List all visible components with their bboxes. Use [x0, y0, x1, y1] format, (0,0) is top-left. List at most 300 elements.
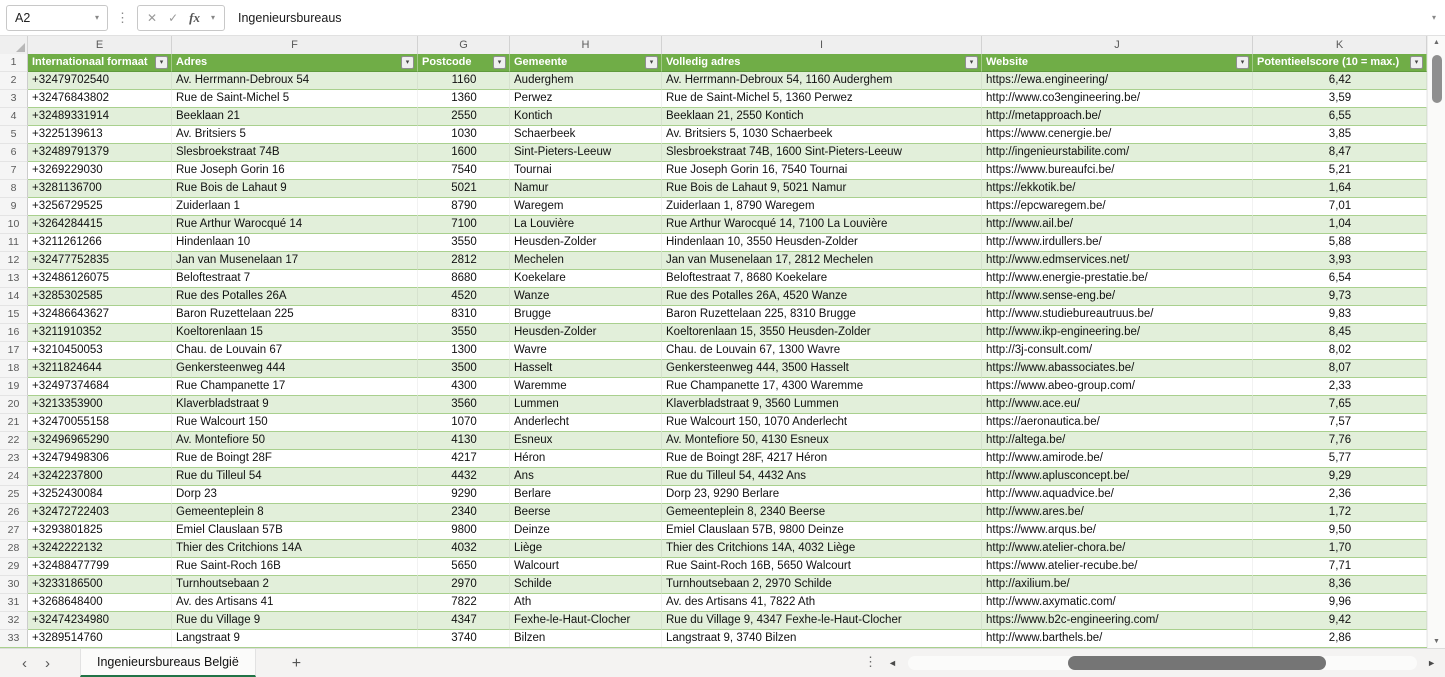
cell-score[interactable]: 3,93: [1253, 252, 1427, 270]
cell-website[interactable]: http://www.ace.eu/: [982, 396, 1253, 414]
cell-score[interactable]: 5,77: [1253, 450, 1427, 468]
cell-address[interactable]: Rue Joseph Gorin 16: [172, 162, 418, 180]
cell-city[interactable]: Fexhe-le-Haut-Clocher: [510, 612, 662, 630]
cell-website[interactable]: https://epcwaregem.be/: [982, 198, 1253, 216]
cell-score[interactable]: 2,33: [1253, 378, 1427, 396]
cell-address[interactable]: Rue Arthur Warocqué 14: [172, 216, 418, 234]
row-number[interactable]: 5: [0, 126, 28, 144]
cell-postcode[interactable]: 4032: [418, 540, 510, 558]
cell-website[interactable]: http://metapproach.be/: [982, 108, 1253, 126]
cell-score[interactable]: 8,45: [1253, 324, 1427, 342]
row-number[interactable]: 18: [0, 360, 28, 378]
column-header-F[interactable]: F: [172, 36, 418, 54]
cell-phone[interactable]: +32474234980: [28, 612, 172, 630]
row-number[interactable]: 19: [0, 378, 28, 396]
row-number[interactable]: 17: [0, 342, 28, 360]
cell-score[interactable]: 6,54: [1253, 270, 1427, 288]
filter-dropdown-icon[interactable]: ▾: [645, 56, 658, 69]
cell-phone[interactable]: +32497374684: [28, 378, 172, 396]
cell-phone[interactable]: +3264284415: [28, 216, 172, 234]
cell-city[interactable]: Lummen: [510, 396, 662, 414]
cell-phone[interactable]: +32489791379: [28, 144, 172, 162]
row-number[interactable]: 20: [0, 396, 28, 414]
cell-website[interactable]: http://www.co3engineering.be/: [982, 90, 1253, 108]
cell-phone[interactable]: +32479498306: [28, 450, 172, 468]
cell-address[interactable]: Rue Champanette 17: [172, 378, 418, 396]
header-cell-website[interactable]: [982, 54, 1253, 72]
cell-website[interactable]: http://www.edmservices.net/: [982, 252, 1253, 270]
cell-phone[interactable]: +3252430084: [28, 486, 172, 504]
cell-website[interactable]: http://altega.be/: [982, 432, 1253, 450]
cell-city[interactable]: Heusden-Zolder: [510, 324, 662, 342]
row-number[interactable]: 2: [0, 72, 28, 90]
cell-postcode[interactable]: 3500: [418, 360, 510, 378]
cell-website[interactable]: https://www.atelier-recube.be/: [982, 558, 1253, 576]
cell-website[interactable]: http://www.ares.be/: [982, 504, 1253, 522]
cell-address[interactable]: Klaverbladstraat 9: [172, 396, 418, 414]
cell-address[interactable]: Rue du Tilleul 54: [172, 468, 418, 486]
cell-full_address[interactable]: Rue Saint-Roch 16B, 5650 Walcourt: [662, 558, 982, 576]
cell-phone[interactable]: +32496965290: [28, 432, 172, 450]
cell-score[interactable]: 9,29: [1253, 468, 1427, 486]
cell-phone[interactable]: +3242237800: [28, 468, 172, 486]
cell-phone[interactable]: +32486126075: [28, 270, 172, 288]
cell-address[interactable]: Av. Britsiers 5: [172, 126, 418, 144]
cell-score[interactable]: 9,42: [1253, 612, 1427, 630]
cell-address[interactable]: Rue de Boingt 28F: [172, 450, 418, 468]
cell-full_address[interactable]: Rue Bois de Lahaut 9, 5021 Namur: [662, 180, 982, 198]
cell-postcode[interactable]: 4520: [418, 288, 510, 306]
cell-website[interactable]: http://www.ail.be/: [982, 216, 1253, 234]
cell-website[interactable]: http://ingenieurstabilite.com/: [982, 144, 1253, 162]
cell-address[interactable]: Emiel Clauslaan 57B: [172, 522, 418, 540]
cell-address[interactable]: Rue du Village 9: [172, 612, 418, 630]
cancel-icon[interactable]: ✕: [147, 10, 158, 25]
cell-phone[interactable]: +32479702540: [28, 72, 172, 90]
cell-website[interactable]: http://www.amirode.be/: [982, 450, 1253, 468]
cell-city[interactable]: Brugge: [510, 306, 662, 324]
cell-website[interactable]: http://www.ikp-engineering.be/: [982, 324, 1253, 342]
more-options-icon[interactable]: ⋮: [116, 9, 129, 25]
cell-full_address[interactable]: Av. des Artisans 41, 7822 Ath: [662, 594, 982, 612]
cell-address[interactable]: Rue Walcourt 150: [172, 414, 418, 432]
column-header-H[interactable]: H: [510, 36, 662, 54]
cell-score[interactable]: 7,65: [1253, 396, 1427, 414]
cell-website[interactable]: https://www.cenergie.be/: [982, 126, 1253, 144]
cell-postcode[interactable]: 4217: [418, 450, 510, 468]
cell-postcode[interactable]: 1070: [418, 414, 510, 432]
cell-city[interactable]: Hasselt: [510, 360, 662, 378]
cell-website[interactable]: https://www.abeo-group.com/: [982, 378, 1253, 396]
row-number[interactable]: 10: [0, 216, 28, 234]
cell-postcode[interactable]: 3550: [418, 234, 510, 252]
cell-website[interactable]: https://www.b2c-engineering.com/: [982, 612, 1253, 630]
cell-city[interactable]: Namur: [510, 180, 662, 198]
cell-phone[interactable]: +3211261266: [28, 234, 172, 252]
cell-score[interactable]: 6,42: [1253, 72, 1427, 90]
cell-address[interactable]: Slesbroekstraat 74B: [172, 144, 418, 162]
cell-full_address[interactable]: Gemeenteplein 8, 2340 Beerse: [662, 504, 982, 522]
scroll-up-icon[interactable]: ▲: [1433, 39, 1440, 46]
cell-full_address[interactable]: Zuiderlaan 1, 8790 Waregem: [662, 198, 982, 216]
row-number[interactable]: 11: [0, 234, 28, 252]
filter-dropdown-icon[interactable]: ▾: [493, 56, 506, 69]
cell-phone[interactable]: +32477752835: [28, 252, 172, 270]
cell-website[interactable]: http://www.barthels.be/: [982, 630, 1253, 648]
filter-dropdown-icon[interactable]: ▾: [1236, 56, 1249, 69]
cell-phone[interactable]: +3285302585: [28, 288, 172, 306]
cell-full_address[interactable]: Thier des Critchions 14A, 4032 Liège: [662, 540, 982, 558]
cell-website[interactable]: https://www.abassociates.be/: [982, 360, 1253, 378]
cell-city[interactable]: Perwez: [510, 90, 662, 108]
cell-city[interactable]: Heusden-Zolder: [510, 234, 662, 252]
horizontal-scrollbar-thumb[interactable]: [1068, 656, 1326, 670]
cell-city[interactable]: Liège: [510, 540, 662, 558]
cell-postcode[interactable]: 2970: [418, 576, 510, 594]
cell-score[interactable]: 8,36: [1253, 576, 1427, 594]
formula-bar-expand-icon[interactable]: ▾: [1431, 13, 1436, 22]
cell-full_address[interactable]: Rue Joseph Gorin 16, 7540 Tournai: [662, 162, 982, 180]
row-number[interactable]: 25: [0, 486, 28, 504]
row-number[interactable]: 27: [0, 522, 28, 540]
cell-city[interactable]: Berlare: [510, 486, 662, 504]
row-number[interactable]: 6: [0, 144, 28, 162]
cell-full_address[interactable]: Av. Britsiers 5, 1030 Schaerbeek: [662, 126, 982, 144]
cell-address[interactable]: Beeklaan 21: [172, 108, 418, 126]
row-number[interactable]: 24: [0, 468, 28, 486]
cell-postcode[interactable]: 8790: [418, 198, 510, 216]
row-number[interactable]: 30: [0, 576, 28, 594]
cell-score[interactable]: 7,76: [1253, 432, 1427, 450]
cell-full_address[interactable]: Baron Ruzettelaan 225, 8310 Brugge: [662, 306, 982, 324]
cell-city[interactable]: Waregem: [510, 198, 662, 216]
row-number[interactable]: 8: [0, 180, 28, 198]
row-number[interactable]: 33: [0, 630, 28, 648]
cell-full_address[interactable]: Genkersteenweg 444, 3500 Hasselt: [662, 360, 982, 378]
cell-phone[interactable]: +32486643627: [28, 306, 172, 324]
row-number[interactable]: 9: [0, 198, 28, 216]
row-number[interactable]: 16: [0, 324, 28, 342]
row-number[interactable]: 12: [0, 252, 28, 270]
cell-postcode[interactable]: 8680: [418, 270, 510, 288]
cell-website[interactable]: http://www.atelier-chora.be/: [982, 540, 1253, 558]
cell-postcode[interactable]: 4432: [418, 468, 510, 486]
cell-postcode[interactable]: 3740: [418, 630, 510, 648]
cell-postcode[interactable]: 4347: [418, 612, 510, 630]
row-number[interactable]: 31: [0, 594, 28, 612]
header-cell-full_address[interactable]: [662, 54, 982, 72]
cell-city[interactable]: Anderlecht: [510, 414, 662, 432]
cell-score[interactable]: 7,01: [1253, 198, 1427, 216]
vertical-scrollbar[interactable]: [1427, 36, 1445, 648]
column-header-G[interactable]: G: [418, 36, 510, 54]
cell-phone[interactable]: +3225139613: [28, 126, 172, 144]
cell-postcode[interactable]: 8310: [418, 306, 510, 324]
cell-postcode[interactable]: 3560: [418, 396, 510, 414]
cell-full_address[interactable]: Koeltorenlaan 15, 3550 Heusden-Zolder: [662, 324, 982, 342]
cell-postcode[interactable]: 1160: [418, 72, 510, 90]
cell-full_address[interactable]: Emiel Clauslaan 57B, 9800 Deinze: [662, 522, 982, 540]
cell-phone[interactable]: +32470055158: [28, 414, 172, 432]
cell-address[interactable]: Rue des Potalles 26A: [172, 288, 418, 306]
row-number[interactable]: 26: [0, 504, 28, 522]
cell-website[interactable]: http://3j-consult.com/: [982, 342, 1253, 360]
cell-address[interactable]: Av. Herrmann-Debroux 54: [172, 72, 418, 90]
row-number[interactable]: 32: [0, 612, 28, 630]
cell-city[interactable]: Auderghem: [510, 72, 662, 90]
row-number[interactable]: 13: [0, 270, 28, 288]
cell-score[interactable]: 8,07: [1253, 360, 1427, 378]
cell-phone[interactable]: +3256729525: [28, 198, 172, 216]
cell-city[interactable]: Sint-Pieters-Leeuw: [510, 144, 662, 162]
cell-website[interactable]: https://www.arqus.be/: [982, 522, 1253, 540]
cell-full_address[interactable]: Rue de Boingt 28F, 4217 Héron: [662, 450, 982, 468]
cell-address[interactable]: Genkersteenweg 444: [172, 360, 418, 378]
cell-city[interactable]: Schaerbeek: [510, 126, 662, 144]
cell-full_address[interactable]: Dorp 23, 9290 Berlare: [662, 486, 982, 504]
cell-score[interactable]: 8,02: [1253, 342, 1427, 360]
horizontal-scrollbar[interactable]: [908, 656, 1417, 670]
cell-address[interactable]: Rue Bois de Lahaut 9: [172, 180, 418, 198]
cell-phone[interactable]: +3211824644: [28, 360, 172, 378]
cell-city[interactable]: Waremme: [510, 378, 662, 396]
hscroll-right-icon[interactable]: ►: [1427, 658, 1436, 668]
cell-website[interactable]: http://www.axymatic.com/: [982, 594, 1253, 612]
cell-address[interactable]: Turnhoutsebaan 2: [172, 576, 418, 594]
cell-postcode[interactable]: 1030: [418, 126, 510, 144]
row-number[interactable]: 15: [0, 306, 28, 324]
cell-full_address[interactable]: Rue Arthur Warocqué 14, 7100 La Louvière: [662, 216, 982, 234]
cell-website[interactable]: https://ekkotik.be/: [982, 180, 1253, 198]
cell-city[interactable]: Héron: [510, 450, 662, 468]
cell-full_address[interactable]: Rue Walcourt 150, 1070 Anderlecht: [662, 414, 982, 432]
cell-city[interactable]: Tournai: [510, 162, 662, 180]
cell-phone[interactable]: +32472722403: [28, 504, 172, 522]
row-number[interactable]: 29: [0, 558, 28, 576]
cell-full_address[interactable]: Chau. de Louvain 67, 1300 Wavre: [662, 342, 982, 360]
cell-city[interactable]: Beerse: [510, 504, 662, 522]
vertical-scrollbar-thumb[interactable]: [1432, 55, 1442, 103]
name-box-dropdown-icon[interactable]: ▾: [94, 13, 99, 22]
filter-dropdown-icon[interactable]: ▾: [155, 56, 168, 69]
cell-phone[interactable]: +3242222132: [28, 540, 172, 558]
cell-address[interactable]: Beloftestraat 7: [172, 270, 418, 288]
cell-phone[interactable]: +32489331914: [28, 108, 172, 126]
cell-score[interactable]: 1,70: [1253, 540, 1427, 558]
header-cell-postcode[interactable]: [418, 54, 510, 72]
cell-city[interactable]: Kontich: [510, 108, 662, 126]
header-cell-phone[interactable]: [28, 54, 172, 72]
cell-score[interactable]: 9,50: [1253, 522, 1427, 540]
cell-postcode[interactable]: 7540: [418, 162, 510, 180]
cell-city[interactable]: Koekelare: [510, 270, 662, 288]
filter-dropdown-icon[interactable]: ▾: [401, 56, 414, 69]
cell-full_address[interactable]: Turnhoutsebaan 2, 2970 Schilde: [662, 576, 982, 594]
column-header-I[interactable]: I: [662, 36, 982, 54]
cell-score[interactable]: 1,72: [1253, 504, 1427, 522]
cell-address[interactable]: Gemeenteplein 8: [172, 504, 418, 522]
cell-website[interactable]: http://www.aplusconcept.be/: [982, 468, 1253, 486]
scroll-down-icon[interactable]: ▼: [1433, 638, 1440, 645]
cell-phone[interactable]: +3289514760: [28, 630, 172, 648]
cell-full_address[interactable]: Beeklaan 21, 2550 Kontich: [662, 108, 982, 126]
cell-score[interactable]: 3,85: [1253, 126, 1427, 144]
name-box[interactable]: [6, 5, 108, 31]
cell-website[interactable]: https://aeronautica.be/: [982, 414, 1253, 432]
cell-phone[interactable]: +3233186500: [28, 576, 172, 594]
filter-dropdown-icon[interactable]: ▾: [1410, 56, 1423, 69]
cell-score[interactable]: 5,88: [1253, 234, 1427, 252]
cell-score[interactable]: 7,71: [1253, 558, 1427, 576]
cell-address[interactable]: Langstraat 9: [172, 630, 418, 648]
cell-city[interactable]: Deinze: [510, 522, 662, 540]
cell-postcode[interactable]: 1600: [418, 144, 510, 162]
add-sheet-button[interactable]: +: [291, 654, 302, 672]
cell-postcode[interactable]: 5021: [418, 180, 510, 198]
cell-postcode[interactable]: 3550: [418, 324, 510, 342]
cell-address[interactable]: Av. Montefiore 50: [172, 432, 418, 450]
column-header-J[interactable]: J: [982, 36, 1253, 54]
cell-city[interactable]: Ath: [510, 594, 662, 612]
cell-full_address[interactable]: Langstraat 9, 3740 Bilzen: [662, 630, 982, 648]
cell-full_address[interactable]: Rue Champanette 17, 4300 Waremme: [662, 378, 982, 396]
cell-postcode[interactable]: 7100: [418, 216, 510, 234]
cell-phone[interactable]: +3268648400: [28, 594, 172, 612]
cell-address[interactable]: Rue de Saint-Michel 5: [172, 90, 418, 108]
row-number[interactable]: 1: [0, 54, 28, 72]
cell-postcode[interactable]: 1300: [418, 342, 510, 360]
select-all-corner[interactable]: [0, 36, 28, 54]
row-number[interactable]: 22: [0, 432, 28, 450]
function-dropdown-icon[interactable]: ▾: [210, 13, 215, 22]
cell-address[interactable]: Jan van Musenelaan 17: [172, 252, 418, 270]
cell-full_address[interactable]: Beloftestraat 7, 8680 Koekelare: [662, 270, 982, 288]
sheet-nav-left-icon[interactable]: ‹: [22, 654, 27, 672]
cell-website[interactable]: https://ewa.engineering/: [982, 72, 1253, 90]
formula-input[interactable]: Ingenieursbureaus: [237, 10, 342, 25]
cell-score[interactable]: 1,64: [1253, 180, 1427, 198]
cell-full_address[interactable]: Av. Montefiore 50, 4130 Esneux: [662, 432, 982, 450]
cell-website[interactable]: http://www.irdullers.be/: [982, 234, 1253, 252]
row-number[interactable]: 21: [0, 414, 28, 432]
cell-address[interactable]: Dorp 23: [172, 486, 418, 504]
cell-address[interactable]: Baron Ruzettelaan 225: [172, 306, 418, 324]
cell-score[interactable]: 3,59: [1253, 90, 1427, 108]
cell-website[interactable]: http://www.energie-prestatie.be/: [982, 270, 1253, 288]
cell-city[interactable]: La Louvière: [510, 216, 662, 234]
insert-function-icon[interactable]: fx: [189, 9, 200, 25]
cell-phone[interactable]: +3211910352: [28, 324, 172, 342]
cell-full_address[interactable]: Rue des Potalles 26A, 4520 Wanze: [662, 288, 982, 306]
cell-city[interactable]: Schilde: [510, 576, 662, 594]
cell-phone[interactable]: +3269229030: [28, 162, 172, 180]
cell-phone[interactable]: +32488477799: [28, 558, 172, 576]
cell-phone[interactable]: +32476843802: [28, 90, 172, 108]
cell-address[interactable]: Hindenlaan 10: [172, 234, 418, 252]
header-cell-city[interactable]: [510, 54, 662, 72]
row-number[interactable]: 3: [0, 90, 28, 108]
cell-full_address[interactable]: Hindenlaan 10, 3550 Heusden-Zolder: [662, 234, 982, 252]
cell-score[interactable]: 1,04: [1253, 216, 1427, 234]
cell-city[interactable]: Bilzen: [510, 630, 662, 648]
column-header-K[interactable]: K: [1253, 36, 1427, 54]
cell-postcode[interactable]: 4300: [418, 378, 510, 396]
cell-postcode[interactable]: 9290: [418, 486, 510, 504]
cell-full_address[interactable]: Jan van Musenelaan 17, 2812 Mechelen: [662, 252, 982, 270]
cell-website[interactable]: http://www.aquadvice.be/: [982, 486, 1253, 504]
cell-city[interactable]: Walcourt: [510, 558, 662, 576]
cell-city[interactable]: Esneux: [510, 432, 662, 450]
cell-score[interactable]: 9,73: [1253, 288, 1427, 306]
cell-website[interactable]: http://www.sense-eng.be/: [982, 288, 1253, 306]
cell-full_address[interactable]: Rue du Village 9, 4347 Fexhe-le-Haut-Clocher: [662, 612, 982, 630]
cell-phone[interactable]: +3281136700: [28, 180, 172, 198]
cell-address[interactable]: Chau. de Louvain 67: [172, 342, 418, 360]
confirm-icon[interactable]: ✓: [168, 10, 179, 25]
sheet-tab-active[interactable]: [80, 649, 256, 677]
cell-postcode[interactable]: 2812: [418, 252, 510, 270]
cell-postcode[interactable]: 7822: [418, 594, 510, 612]
header-cell-score[interactable]: [1253, 54, 1427, 72]
cell-postcode[interactable]: 2340: [418, 504, 510, 522]
cell-score[interactable]: 2,36: [1253, 486, 1427, 504]
cell-postcode[interactable]: 9800: [418, 522, 510, 540]
cell-postcode[interactable]: 2550: [418, 108, 510, 126]
row-number[interactable]: 14: [0, 288, 28, 306]
row-number[interactable]: 7: [0, 162, 28, 180]
cell-phone[interactable]: +3210450053: [28, 342, 172, 360]
cell-score[interactable]: 6,55: [1253, 108, 1427, 126]
cell-full_address[interactable]: Rue du Tilleul 54, 4432 Ans: [662, 468, 982, 486]
cell-phone[interactable]: +3213353900: [28, 396, 172, 414]
cell-website[interactable]: http://www.studiebureautruus.be/: [982, 306, 1253, 324]
cell-full_address[interactable]: Rue de Saint-Michel 5, 1360 Perwez: [662, 90, 982, 108]
cell-website[interactable]: https://www.bureaufci.be/: [982, 162, 1253, 180]
cell-postcode[interactable]: 1360: [418, 90, 510, 108]
cell-city[interactable]: Mechelen: [510, 252, 662, 270]
row-number[interactable]: 23: [0, 450, 28, 468]
cell-city[interactable]: Wavre: [510, 342, 662, 360]
sheet-options-icon[interactable]: ⋮: [864, 654, 877, 669]
cell-address[interactable]: Av. des Artisans 41: [172, 594, 418, 612]
cell-postcode[interactable]: 4130: [418, 432, 510, 450]
sheet-nav-right-icon[interactable]: ›: [45, 654, 50, 672]
column-header-E[interactable]: E: [28, 36, 172, 54]
cell-score[interactable]: 9,83: [1253, 306, 1427, 324]
cell-address[interactable]: Rue Saint-Roch 16B: [172, 558, 418, 576]
cell-full_address[interactable]: Slesbroekstraat 74B, 1600 Sint-Pieters-Leeuw: [662, 144, 982, 162]
cell-address[interactable]: Thier des Critchions 14A: [172, 540, 418, 558]
cell-website[interactable]: http://axilium.be/: [982, 576, 1253, 594]
cell-score[interactable]: 7,57: [1253, 414, 1427, 432]
hscroll-left-icon[interactable]: ◄: [888, 658, 897, 668]
cell-score[interactable]: 5,21: [1253, 162, 1427, 180]
row-number[interactable]: 4: [0, 108, 28, 126]
cell-phone[interactable]: +3293801825: [28, 522, 172, 540]
filter-dropdown-icon[interactable]: ▾: [965, 56, 978, 69]
cell-full_address[interactable]: Av. Herrmann-Debroux 54, 1160 Auderghem: [662, 72, 982, 90]
cell-postcode[interactable]: 5650: [418, 558, 510, 576]
cell-city[interactable]: Ans: [510, 468, 662, 486]
cell-city[interactable]: Wanze: [510, 288, 662, 306]
cell-score[interactable]: 9,96: [1253, 594, 1427, 612]
row-number[interactable]: 28: [0, 540, 28, 558]
cell-address[interactable]: Zuiderlaan 1: [172, 198, 418, 216]
cell-score[interactable]: 8,47: [1253, 144, 1427, 162]
cell-address[interactable]: Koeltorenlaan 15: [172, 324, 418, 342]
header-cell-address[interactable]: [172, 54, 418, 72]
cell-full_address[interactable]: Klaverbladstraat 9, 3560 Lummen: [662, 396, 982, 414]
